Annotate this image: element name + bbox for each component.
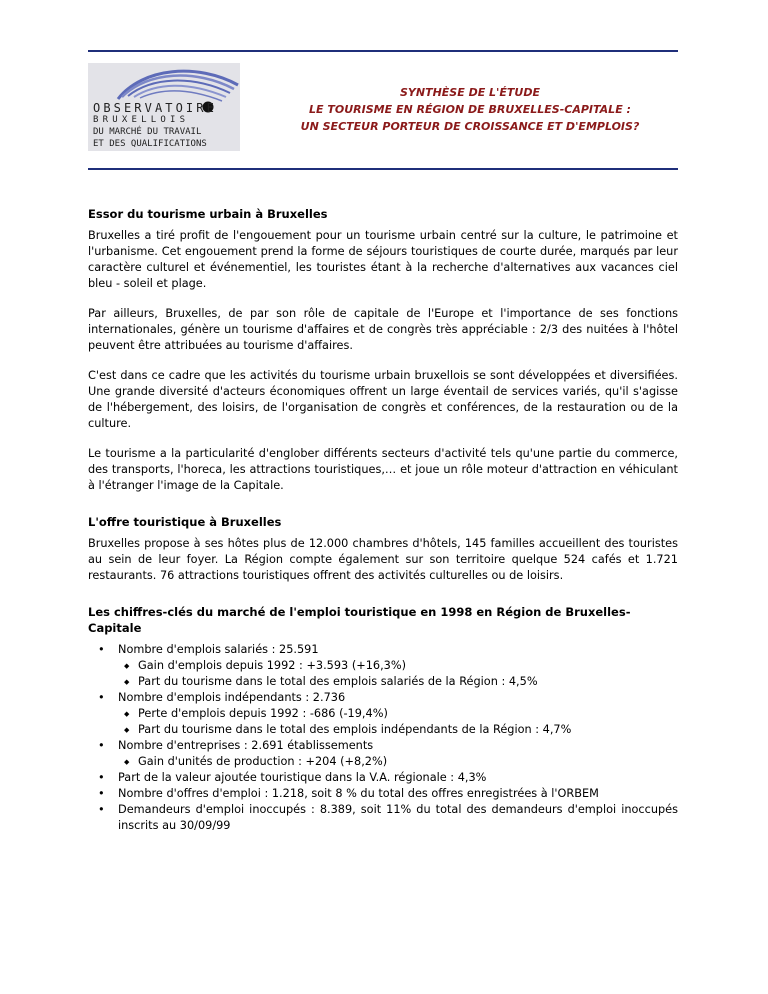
sub-list-item: ◆ Part du tourisme dans le total des emplois indépendants de la Région : 4,7% — [138, 722, 678, 738]
section-heading-essor: Essor du tourisme urbain à Bruxelles — [88, 207, 328, 221]
title-line-3: UN SECTEUR PORTEUR DE CROISSANCE ET D'EMPLOIS? — [300, 120, 640, 133]
document-body — [88, 206, 678, 834]
list-item-text: Nombre d'emplois salariés : 25.591 — [118, 643, 319, 656]
sub-list-item: ◆ Gain d'unités de production : +204 (+8,2%) — [138, 754, 678, 770]
paragraph: Bruxelles a tiré profit de l'engouement pour un tourisme urbain centré sur la culture, le patrimoine et l'urbanisme. Cet engouement prend la forme de séjours touristiques de courte durée, marqués par leur caractère culturel et événementiel, les touristes étant à la recherche d'alternatives aux vacances ciel bleu - soleil et plage. — [88, 229, 678, 290]
list-item — [118, 802, 678, 834]
observatoire-logo — [88, 63, 240, 151]
logo-line-2: BRUXELLOIS — [93, 115, 190, 125]
bottom-rule — [88, 168, 678, 170]
section-heading-offre: L'offre touristique à Bruxelles — [88, 515, 282, 529]
list-item — [118, 690, 678, 738]
top-rule — [88, 50, 678, 52]
title-line-1: SYNTHÈSE DE L'ÉTUDE — [399, 86, 541, 99]
sub-list — [118, 658, 678, 690]
logo-line-1: OBSERVATOIRE — [93, 101, 217, 115]
list-item-text: Demandeurs d'emploi inoccupés : 8.389, soit 11% du total des demandeurs d'emploi inoccupés inscrits au 30/09/99 — [118, 803, 678, 832]
title-line-2: LE TOURISME EN RÉGION DE BRUXELLES-CAPITALE : — [309, 103, 631, 116]
logo-line-4: ET DES QUALIFICATIONS — [93, 139, 207, 149]
list-item — [118, 770, 678, 786]
sub-list-item: ◆ Perte d'emplois depuis 1992 : -686 (-19,4%) — [138, 706, 678, 722]
section-heading-chiffres: Les chiffres-clés du marché de l'emploi touristique en 1998 en Région de Bruxelles-Capitale — [88, 605, 631, 635]
list-item — [118, 786, 678, 802]
paragraph: Par ailleurs, Bruxelles, de par son rôle de capitale de l'Europe et l'importance de ses fonctions internationales, génère un tourisme d'affaires et de congrès très appréciable : 2/3 des nuitées à l'hôtel peuvent être attribuées au tourisme d'affaires. — [88, 307, 678, 352]
list-item-text: Nombre d'entreprises : 2.691 établissements — [118, 739, 374, 752]
paragraph: Bruxelles propose à ses hôtes plus de 12.000 chambres d'hôtels, 145 familles accueillent des touristes au sein de leur foyer. La Région compte également sur son territoire quelque 524 cafés et 1.721 restaurants. 76 attractions touristiques offrent des activités culturelles ou de loisirs. — [88, 537, 678, 582]
sub-list — [118, 754, 678, 770]
paragraph: C'est dans ce cadre que les activités du tourisme urbain bruxellois se sont développées et diversifiées. Une grande diversité d'acteurs économiques offrent un large éventail de services variés, qu'il s'agisse de l'hébergement, des loisirs, de l'organisation de congrès et conférences, de la restauration ou de la culture. — [88, 369, 678, 430]
paragraph: Le tourisme a la particularité d'englober différents secteurs d'activité tels qu'une partie du commerce, des transports, l'horeca, les attractions touristiques,… et joue un rôle moteur d'attraction en véhiculant à l'étranger l'image de la Capitale. — [88, 447, 678, 492]
list-item — [118, 642, 678, 690]
document-title — [280, 84, 660, 135]
list-item-text: Nombre d'emplois indépendants : 2.736 — [118, 691, 346, 704]
list-item-text: Part de la valeur ajoutée touristique dans la V.A. régionale : 4,3% — [118, 771, 487, 784]
list-item — [118, 738, 678, 770]
list-item-text: Nombre d'offres d'emploi : 1.218, soit 8 % du total des offres enregistrées à l'ORBEM — [118, 787, 599, 800]
sub-list — [118, 706, 678, 738]
sub-list-item: ◆ Part du tourisme dans le total des emplois salariés de la Région : 4,5% — [138, 674, 678, 690]
logo-line-3: DU MARCHÉ DU TRAVAIL — [93, 127, 202, 137]
key-figures-list — [88, 642, 678, 834]
sub-list-item: ◆ Gain d'emplois depuis 1992 : +3.593 (+16,3%) — [138, 658, 678, 674]
